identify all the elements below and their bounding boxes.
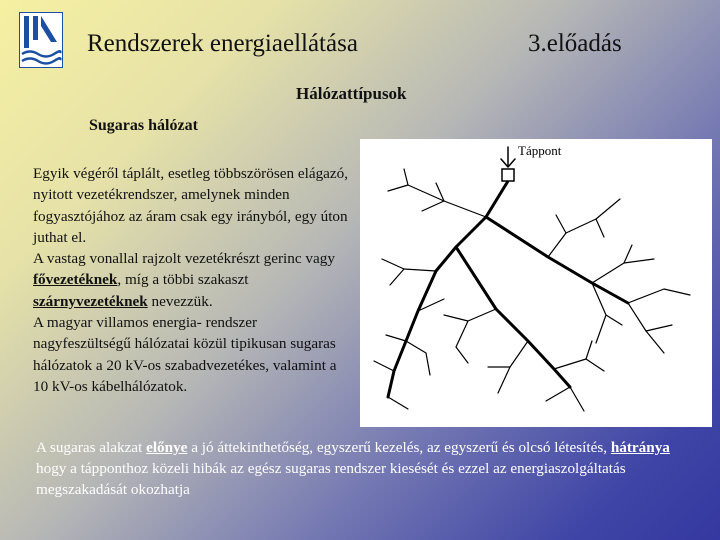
- radial-network-diagram: [360, 139, 712, 427]
- term-main-line: fővezetéknek: [33, 271, 118, 289]
- feed-point-label: Táppont: [518, 143, 562, 158]
- institution-logo-icon: [19, 12, 63, 68]
- radial-network-svg: [360, 139, 712, 427]
- presentation-title: Rendszerek energiaellátása: [87, 30, 358, 57]
- section-heading: Hálózattípusok: [296, 84, 407, 103]
- lecture-number: 3.előadás: [528, 30, 622, 57]
- paragraph-line-types: A vastag vonallal rajzolt vezetékrészt gerinc vagy fővezetéknek, míg a többi szakaszt szárnyvezetéknek nevezzük.: [33, 250, 335, 310]
- term-advantage: előnye: [146, 439, 188, 456]
- feed-point-box: [502, 169, 514, 181]
- body-text: [33, 163, 353, 397]
- subsection-heading: Sugaras hálózat: [89, 117, 198, 134]
- advantages-disadvantages-text: A sugaras alakzat előnye a jó áttekinthetőség, egyszerű kezelés, az egyszerű és olcsó létesítés, hátránya hogy a tápponthoz közeli hibák az egész sugaras rendszer kiesését és ezzel az energiaszolgáltatás megszakadását okozhatja: [36, 439, 670, 498]
- term-branch-line: szárnyvezetéknek: [33, 292, 148, 310]
- paragraph-hungarian-examples: A magyar villamos energia- rendszer nagyfeszültségű hálózatai közül tipikusan sugaras hálózatok a 20 kV-os szabadvezetékes, valamint a 10 kV-os kábelhálózatok.: [33, 314, 337, 395]
- term-disadvantage: hátránya: [610, 439, 670, 456]
- paragraph-definition: Egyik végéről táplált, esetleg többszörösen elágazó, nyitott vezetékrendszer, amelynek minden fogyasztójához az áram csak egy irányból, egy úton juthat el.: [33, 165, 349, 246]
